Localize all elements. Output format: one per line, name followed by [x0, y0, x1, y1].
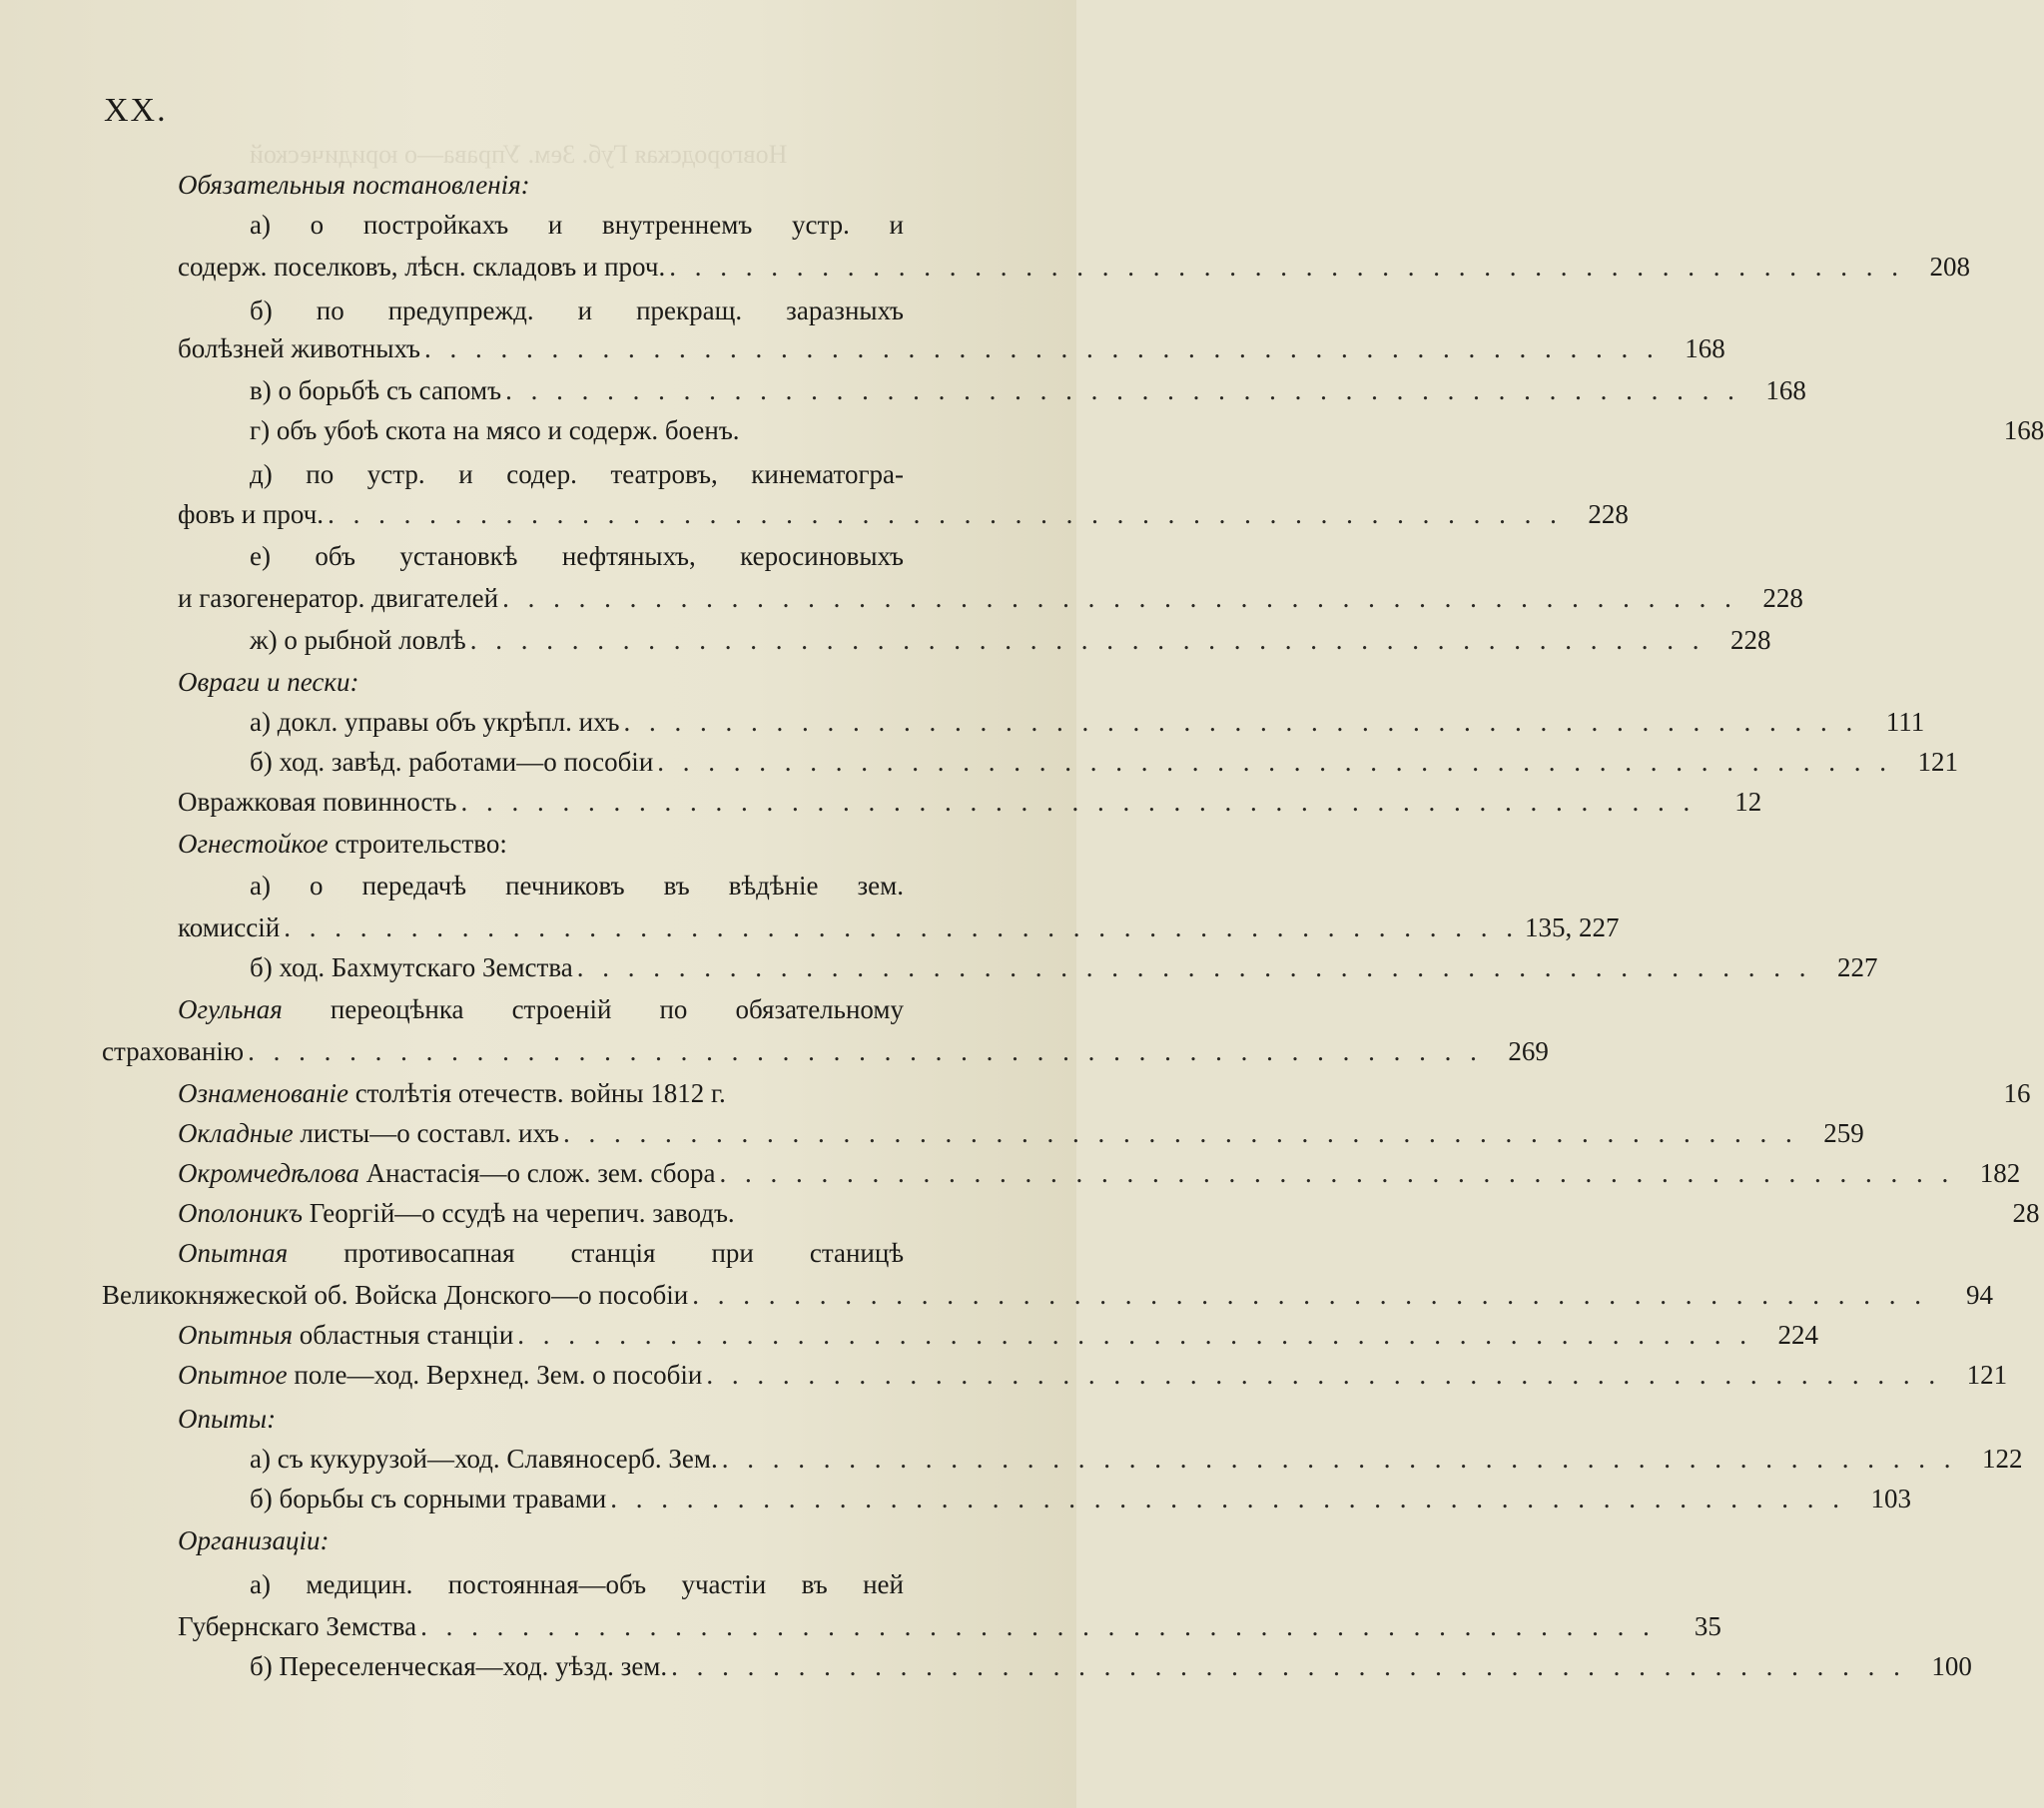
page-ref: 168: [1685, 333, 1725, 363]
page-ref: 111: [1885, 707, 1925, 737]
index-heading: [178, 667, 1046, 707]
entry-label: фовъ и проч.: [178, 499, 325, 529]
dot-leader: [671, 1651, 1906, 1682]
page-ref: 94: [1965, 1280, 1993, 1310]
entry-text: [250, 1444, 718, 1475]
dot-leader: [563, 1118, 1798, 1149]
index-entry: [178, 787, 1762, 827]
entry-label: комиссій: [178, 912, 281, 942]
entry-italic: Опытное: [178, 1360, 288, 1390]
entry-text: [250, 1484, 606, 1514]
heading-text: [178, 994, 904, 1025]
entry-text: [178, 1198, 735, 1229]
dot-leader: [719, 1158, 1954, 1189]
entry-label: а) докл. управы объ укрѣпл. ихъ: [250, 707, 620, 737]
entry-label: а) съ кукурузой—ход. Славяносерб. Зем.: [250, 1444, 718, 1474]
entry-label: и газогенератор. двигателей: [178, 583, 499, 613]
index-entry: [102, 1280, 1993, 1320]
entry-text: [178, 1320, 513, 1351]
page-ref: 168: [2003, 415, 2044, 445]
index-entry: [178, 1611, 1721, 1651]
heading-text: [178, 1238, 904, 1269]
entry-text: [178, 499, 324, 530]
entry-text: [178, 333, 420, 364]
entry-text: [178, 787, 457, 818]
dot-leader: [461, 787, 1697, 818]
page-ref: 103: [1870, 1484, 1911, 1513]
index-entry: [178, 1118, 1864, 1158]
entry-text: [250, 1651, 667, 1682]
dot-leader: [692, 1280, 1927, 1311]
index-line: [250, 871, 904, 910]
entry-text: [250, 625, 466, 656]
entry-label: в) о борьбѣ съ сапомъ: [250, 375, 502, 405]
dot-leader: [328, 499, 1563, 530]
page-ref: 121: [1917, 747, 1959, 777]
index-line: [250, 296, 904, 335]
heading-italic: Огульная: [178, 994, 283, 1024]
dot-leader: [624, 707, 1859, 738]
heading-rest: противосапная станція при станицѣ: [288, 1238, 904, 1268]
page-ref: 208: [1929, 252, 1970, 282]
index-entry: [250, 1484, 1911, 1523]
entry-text: [250, 747, 653, 778]
entry-text: [250, 707, 620, 738]
index-entry: [178, 1360, 2008, 1400]
index-entry: [178, 1158, 2021, 1198]
heading-text: [178, 829, 1046, 860]
index-entry: [178, 252, 1970, 292]
dot-leader: [424, 333, 1660, 364]
heading-text: [178, 667, 1046, 698]
dot-leader: [610, 1484, 1845, 1514]
heading-italic: Огнестойкое: [178, 829, 329, 859]
page-ref: 259: [1823, 1118, 1864, 1148]
entry-label: содерж. поселковъ, лѣсн. складовъ и проч.: [178, 252, 666, 282]
index-heading: [178, 1404, 1046, 1444]
page-ref: 100: [1931, 1651, 1972, 1681]
index-entry: [250, 375, 1806, 415]
dot-leader: [502, 583, 1737, 614]
page-ref: 12: [1734, 787, 1762, 817]
entry-text: [178, 912, 280, 943]
index-entry: [102, 1036, 1549, 1076]
index-entry: [250, 707, 1925, 747]
index-entry: [250, 952, 1878, 992]
index-entry: [178, 1078, 2031, 1118]
line-text: а) медицин. постоянная—объ участіи въ ней: [250, 1569, 904, 1599]
entry-italic: Ополоникъ: [178, 1198, 303, 1228]
page-ref: 168: [1765, 375, 1806, 405]
entry-label: Губернскаго Земства: [178, 1611, 417, 1641]
entry-label: г) объ убоѣ скота на мясо и содерж. боенъ.: [250, 415, 740, 445]
entry-label: Овражковая повинность: [178, 787, 457, 817]
dot-leader: [517, 1320, 1752, 1351]
index-entry: [250, 415, 2044, 455]
dot-leader: [248, 1036, 1483, 1067]
dot-leader: [706, 1360, 1941, 1391]
entry-italic: Ознаменованіе: [178, 1078, 348, 1108]
index-entry: [178, 499, 1629, 539]
entry-text: [178, 252, 665, 283]
dot-leader: [657, 747, 1892, 778]
page-ref: 228: [1762, 583, 1803, 613]
line-text: е) объ установкѣ нефтяныхъ, керосиновыхъ: [250, 541, 904, 571]
entry-text: [178, 1360, 702, 1391]
index-heading: [178, 829, 1046, 869]
line-text: а) о постройкахъ и внутреннемъ устр. и: [250, 210, 904, 240]
page-ref: 122: [1981, 1444, 2023, 1474]
dot-leader: [284, 912, 1519, 943]
heading-text: [178, 1525, 1046, 1556]
heading-italic: Овраги и пески:: [178, 667, 359, 697]
entry-text: [178, 1158, 715, 1189]
line-text: а) о передачѣ печниковъ въ вѣдѣніе зем.: [250, 871, 904, 901]
entry-text: [178, 583, 498, 614]
index-line: [250, 541, 904, 581]
heading-italic: Организаціи:: [178, 1525, 330, 1555]
heading-text: [178, 170, 1046, 201]
index-entry: [178, 333, 1725, 373]
entry-label: болѣзней животныхъ: [178, 333, 420, 363]
dot-leader: [669, 252, 1904, 283]
entry-label: б) Переселенческая—ход. уѣзд. зем.: [250, 1651, 668, 1681]
entry-text: [250, 952, 573, 983]
index-entry: [178, 1198, 2040, 1238]
index-entry: [178, 1320, 1819, 1360]
index-heading-line: [178, 994, 904, 1034]
page-ref: 182: [1979, 1158, 2021, 1188]
index-line: [250, 210, 904, 250]
entry-italic: Окладные: [178, 1118, 294, 1148]
entry-text: [178, 1078, 726, 1109]
entry-rest: столѣтія отечеств. войны 1812 г.: [347, 1078, 726, 1108]
entry-rest: поле—ход. Верхнед. Зем. о пособіи: [287, 1360, 703, 1390]
entry-label: Великокняжеской об. Войска Донского—о пособіи: [102, 1280, 689, 1310]
page-number: XX.: [104, 92, 168, 129]
bleed-through: Новгородская Губ. Зем. Управа—о юридической: [250, 140, 788, 169]
entry-text: [178, 1611, 416, 1642]
index-heading: [178, 170, 1046, 210]
entry-text: [102, 1280, 688, 1311]
index-heading-line: [178, 1238, 904, 1278]
entry-label: ж) о рыбной ловлѣ: [250, 625, 466, 655]
entry-label: б) ход. завѣд. работами—о пособіи: [250, 747, 654, 777]
line-text: д) по устр. и содер. театровъ, кинематогра-: [250, 459, 904, 489]
index-heading: [178, 1525, 1046, 1565]
page-ref: 121: [1966, 1360, 2008, 1390]
page-ref: 269: [1508, 1036, 1549, 1066]
entry-italic: Опытныя: [178, 1320, 294, 1350]
index-line: [250, 459, 904, 499]
entry-text: [178, 1118, 559, 1149]
index-line: [250, 1569, 904, 1609]
page-ref: 16: [2003, 1078, 2031, 1108]
heading-text: [178, 1404, 1046, 1435]
entry-text: [102, 1036, 244, 1067]
page-ref: 35: [1694, 1611, 1721, 1641]
index-entry: [178, 912, 1620, 952]
dot-leader: [505, 375, 1740, 406]
entry-label: б) ход. Бахмутскаго Земства: [250, 952, 573, 982]
page-ref: 224: [1777, 1320, 1819, 1350]
heading-italic: Опытная: [178, 1238, 289, 1268]
dot-leader: [420, 1611, 1656, 1642]
entry-label: б) борьбы съ сорными травами: [250, 1484, 607, 1513]
page-ref: 228: [1588, 499, 1629, 529]
heading-italic: Опыты:: [178, 1404, 277, 1434]
entry-rest: Анастасія—о слож. зем. сбора: [358, 1158, 716, 1188]
page-ref: 228: [1729, 625, 1771, 655]
dot-leader: [470, 625, 1705, 656]
index-entry: [178, 583, 1803, 623]
entry-rest: листы—о составл. ихъ: [293, 1118, 559, 1148]
page-ref: 135, 227: [1524, 912, 1620, 942]
entry-rest: Георгій—о ссудѣ на черепич. заводъ.: [302, 1198, 735, 1228]
dot-leader: [577, 952, 1812, 983]
index-entry: [250, 1444, 2023, 1484]
index-entry: [250, 1651, 1972, 1691]
heading-rest: переоцѣнка строеній по обязательному: [282, 994, 904, 1024]
page-ref: 28: [2012, 1198, 2040, 1228]
entry-label: страхованію: [102, 1036, 245, 1066]
entry-italic: Окромчедѣлова: [178, 1158, 359, 1188]
dot-leader: [722, 1444, 1957, 1475]
line-text: б) по предупрежд. и прекращ. заразныхъ: [250, 296, 904, 325]
heading-rest: строительство:: [328, 829, 507, 859]
index-entry: [250, 747, 1959, 787]
page-ref: 227: [1836, 952, 1878, 982]
heading-italic: Обязательныя постановленія:: [178, 170, 530, 200]
entry-text: [250, 375, 501, 406]
index-entry: [250, 625, 1771, 665]
entry-text: [250, 415, 740, 446]
entry-rest: областныя станціи: [293, 1320, 514, 1350]
